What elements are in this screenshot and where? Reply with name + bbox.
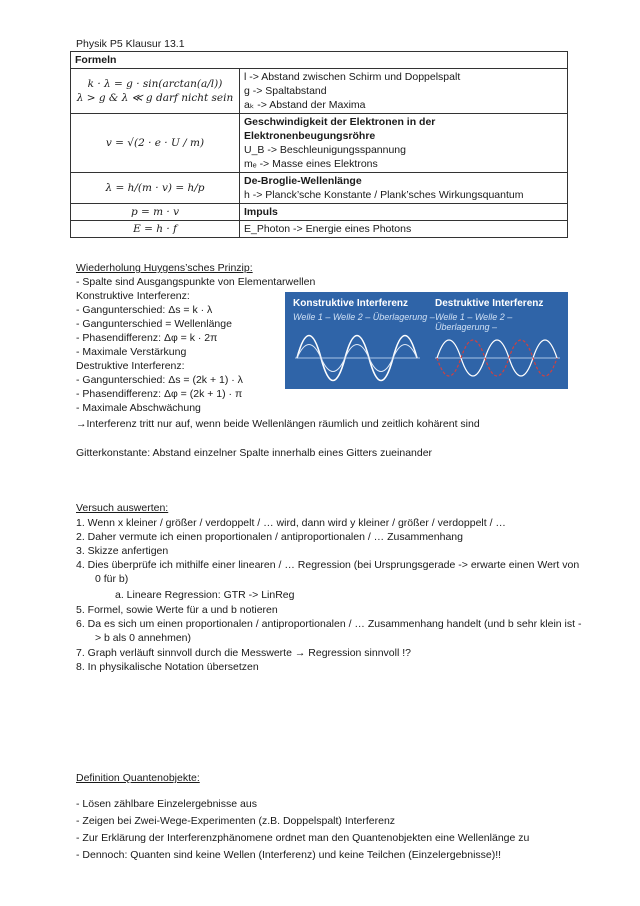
desc-cell xyxy=(240,69,568,114)
desc-heading: Impuls xyxy=(244,206,278,218)
formula-line: p = m · v xyxy=(130,206,180,218)
desc-heading: Elektronenbeugungsröhre xyxy=(244,130,376,142)
formula-table xyxy=(70,51,568,238)
list-item: - Gangunterschied: Δs = k · λ xyxy=(76,304,213,316)
desc-cell xyxy=(240,221,568,238)
list-item: 8. In physikalische Notation übersetzen xyxy=(76,661,259,673)
interference-image xyxy=(285,292,568,389)
list-item: 7. Graph verläuft sinnvoll durch die Messwerte → Regression sinnvoll !? xyxy=(76,647,411,659)
formula-line: E = h · f xyxy=(133,223,177,235)
huygens-heading: Wiederholung Huygens’sches Prinzip: xyxy=(76,262,253,274)
formula-line: λ > g & λ ≪ g darf nicht sein xyxy=(76,92,234,104)
list-item: Destruktive Interferenz: xyxy=(76,360,185,372)
desc-cell xyxy=(240,114,568,173)
list-item: - Gangunterschied: Δs = (2k + 1) · λ xyxy=(76,374,243,386)
list-item: - Maximale Verstärkung xyxy=(76,346,187,358)
image-title-destructive: Destruktive Interferenz xyxy=(435,298,544,309)
desc-line: mₑ -> Masse eines Elektrons xyxy=(244,158,378,170)
page-title: Physik P5 Klausur 13.1 xyxy=(76,38,185,50)
formula-line: λ = h/(m · v) = h/p xyxy=(105,182,205,194)
formula-table-heading: Formeln xyxy=(71,52,568,69)
list-item: - Maximale Abschwächung xyxy=(76,402,201,414)
list-item: - Phasendifferenz: Δφ = (2k + 1) · π xyxy=(76,388,243,400)
quanten-heading: Definition Quantenobjekte: xyxy=(76,772,200,784)
list-item: - Spalte sind Ausgangspunkte von Elementarwellen xyxy=(76,276,316,288)
grid-constant: Gitterkonstante: Abstand einzelner Spalte innerhalb eines Gitters zueinander xyxy=(76,447,433,459)
list-item: 0 für b) xyxy=(95,573,129,585)
list-item: 1. Wenn x kleiner / größer / verdoppelt / … wird, dann wird y kleiner / größer / verdoppelt / … xyxy=(76,517,506,529)
desc-heading: De-Broglie-Wellenlänge xyxy=(244,175,362,187)
list-item: 6. Da es sich um einen proportionalen / antiproportionalen / … Zusammenhang handelt (und b sehr klein ist - xyxy=(76,618,582,630)
list-item: 5. Formel, sowie Werte für a und b notieren xyxy=(76,604,278,616)
formula-line: v = √(2 · e · U / m) xyxy=(105,137,205,149)
desc-cell xyxy=(240,173,568,204)
desc-cell xyxy=(240,204,568,221)
formula-cell xyxy=(71,173,240,204)
table-row xyxy=(71,204,568,221)
image-title-constructive: Konstruktive Interferenz xyxy=(293,298,409,309)
table-row xyxy=(71,69,568,114)
formula-cell xyxy=(71,204,240,221)
list-item: a. Lineare Regression: GTR -> LinReg xyxy=(115,589,295,601)
list-item: 4. Dies überprüfe ich mithilfe einer linearen / … Regression (bei Ursprungsgerade -> erwarte einen Wert von xyxy=(76,559,580,571)
desc-line: aₖ -> Abstand der Maxima xyxy=(244,99,366,111)
formula-cell xyxy=(71,114,240,173)
list-item: - Lösen zählbare Einzelergebnisse aus xyxy=(76,798,257,810)
wave-drawing xyxy=(285,326,568,389)
image-sub-constructive: Welle 1 – Welle 2 – Überlagerung – xyxy=(293,312,435,322)
table-row xyxy=(71,114,568,173)
desc-line: E_Photon -> Energie eines Photons xyxy=(244,223,412,235)
formula-cell xyxy=(71,221,240,238)
desc-line: g -> Spaltabstand xyxy=(244,85,327,97)
desc-heading: Geschwindigkeit der Elektronen in der xyxy=(244,116,436,128)
list-item: - Dennoch: Quanten sind keine Wellen (Interferenz) und keine Teilchen (Einzelergebnisse)!! xyxy=(76,849,502,861)
list-item: - Zeigen bei Zwei-Wege-Experimenten (z.B. Doppelspalt) Interferenz xyxy=(76,815,396,827)
list-item: 2. Daher vermute ich einen proportionalen / antiproportionalen / … Zusammenhang xyxy=(76,531,463,543)
table-row xyxy=(71,173,568,204)
formula-cell xyxy=(71,69,240,114)
list-item: - Zur Erklärung der Interferenzphänomene ordnet man den Quantenobjekten eine Wellenlänge zu xyxy=(76,832,530,844)
formula-line: k · λ = g · sin(arctan(a/l)) xyxy=(87,78,223,90)
desc-line: l -> Abstand zwischen Schirm und Doppelspalt xyxy=(244,71,461,83)
versuch-heading: Versuch auswerten: xyxy=(76,502,169,514)
list-item: > b als 0 annehmen) xyxy=(95,632,192,644)
desc-line: U_B -> Beschleunigungsspannung xyxy=(244,144,406,156)
list-item: - Phasendifferenz: Δφ = k · 2π xyxy=(76,332,218,344)
list-item: →Interferenz tritt nur auf, wenn beide Wellenlängen räumlich und zeitlich kohärent sind xyxy=(76,418,480,430)
image-sub-destructive: Welle 1 – Welle 2 – Überlagerung – xyxy=(435,312,513,332)
list-item: 3. Skizze anfertigen xyxy=(76,545,169,557)
list-item: - Gangunterschied = Wellenlänge xyxy=(76,318,232,330)
list-item: Konstruktive Interferenz: xyxy=(76,290,190,302)
desc-line: h -> Planck’sche Konstante / Plank’sches Wirkungsquantum xyxy=(244,189,524,201)
table-row xyxy=(71,221,568,238)
